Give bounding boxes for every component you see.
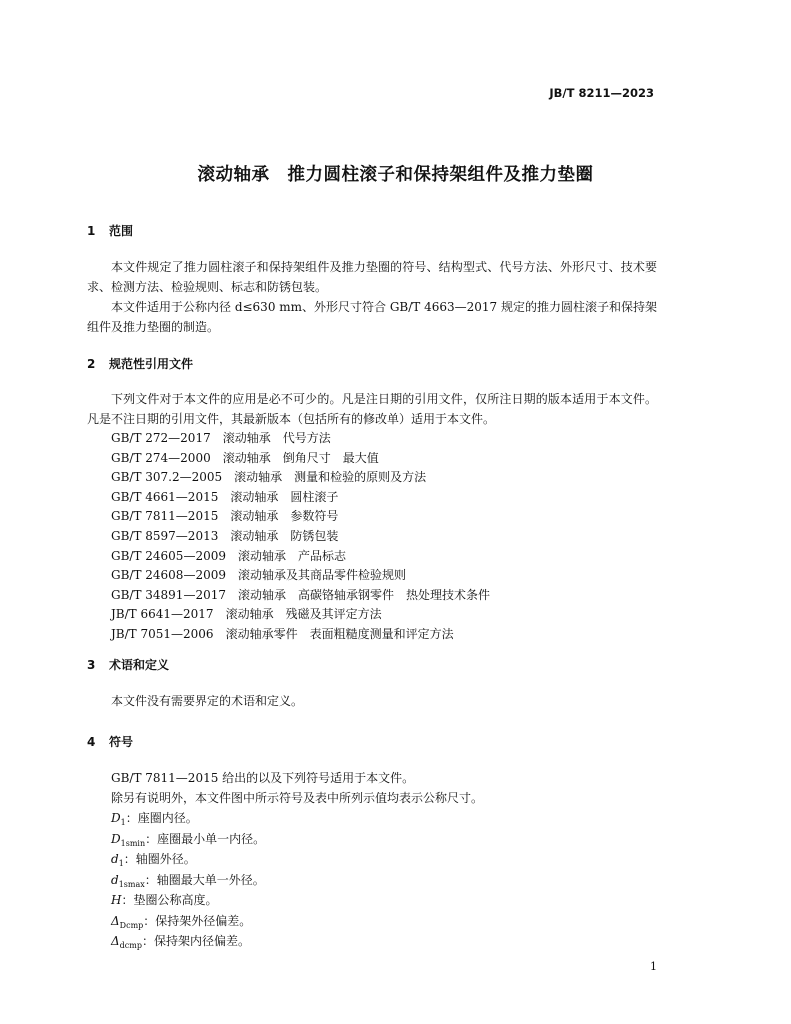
section-title: 规范性引用文件 xyxy=(109,357,194,371)
section-title: 术语和定义 xyxy=(109,658,170,672)
symbol-base: Δ xyxy=(111,913,120,928)
reference-item: GB/T 7811—2015 滚动轴承 参数符号 xyxy=(111,509,339,524)
symbol-description: ：轴圈最大单一外径。 xyxy=(144,872,265,887)
section-number: 4 xyxy=(87,735,96,749)
symbols-intro-1: GB/T 7811—2015 给出的以及下列符号适用于本文件。 xyxy=(111,771,415,785)
reference-item: GB/T 272—2017 滚动轴承 代号方法 xyxy=(111,431,331,445)
reference-item: GB/T 34891—2017 滚动轴承 高碳铬轴承钢零件 热处理技术条件 xyxy=(111,587,490,602)
terms-text: 本文件没有需要界定的术语和定义。 xyxy=(111,694,304,708)
section-heading-terms xyxy=(87,656,169,673)
reference-item: GB/T 4661—2015 滚动轴承 圆柱滚子 xyxy=(111,489,339,504)
symbol-subscript: Dcmp xyxy=(119,920,144,930)
section-heading-symbols xyxy=(87,733,133,750)
standard-code: JB/T 8211—2023 xyxy=(549,86,654,100)
symbol-subscript: 1smin xyxy=(120,838,146,848)
symbol-description: ：座圈最小单一内径。 xyxy=(145,831,266,846)
reference-item: GB/T 24605—2009 滚动轴承 产品标志 xyxy=(111,548,346,563)
symbol-subscript: 1smax xyxy=(118,879,145,889)
document-title: 滚动轴承 推力圆柱滚子和保持架组件及推力垫圈 xyxy=(197,165,594,185)
symbol-description: ：座圈内径。 xyxy=(125,811,198,825)
symbol-description: ：保持架内径偏差。 xyxy=(141,934,250,948)
symbol-base: Δ xyxy=(111,934,120,948)
page-number: 1 xyxy=(650,960,657,973)
symbol-subscript: dcmp xyxy=(119,941,142,950)
reference-item: GB/T 307.2—2005 滚动轴承 测量和检验的原则及方法 xyxy=(111,470,427,485)
symbol-subscript: 1 xyxy=(120,818,126,827)
symbol-description: ：保持架外径偏差。 xyxy=(143,913,252,928)
reference-item: GB/T 8597—2013 滚动轴承 防锈包装 xyxy=(111,529,339,543)
symbol-subscript: 1 xyxy=(118,859,124,868)
symbol-item xyxy=(111,931,250,957)
section-number: 3 xyxy=(87,658,96,672)
section-number: 2 xyxy=(87,357,96,371)
symbol-description: ：垫圈公称高度。 xyxy=(121,893,218,907)
symbol-description: ：轴圈外径。 xyxy=(123,852,196,866)
section-heading-normative-references xyxy=(87,355,193,372)
symbols-intro-2: 除另有说明外，本文件图中所示符号及表中所列示值均表示公称尺寸。 xyxy=(111,791,484,805)
reference-item: JB/T 7051—2006 滚动轴承零件 表面粗糙度测量和评定方法 xyxy=(111,627,454,641)
section-title: 符号 xyxy=(109,735,134,749)
scope-paragraph-1: 本文件规定了推力圆柱滚子和保持架组件及推力垫圈的符号、结构型式、代号方法、外形尺寸、技术要求、检测方法、检验规则、标志和防锈包装。 xyxy=(87,260,657,294)
symbol-base: d xyxy=(111,852,119,866)
reference-item: GB/T 24608—2009 滚动轴承及其商品零件检验规则 xyxy=(111,568,406,583)
reference-item: JB/T 6641—2017 滚动轴承 残磁及其评定方法 xyxy=(111,607,382,622)
scope-paragraph-2: 本文件适用于公称内径 d≤630 mm、外形尺寸符合 GB/T 4663—2017 规定的推力圆柱滚子和保持架组件及推力垫圈的制造。 xyxy=(87,300,658,334)
section-heading-scope xyxy=(87,222,133,239)
symbol-base: H xyxy=(111,893,122,907)
section-title: 范围 xyxy=(109,224,134,238)
symbol-base: d xyxy=(111,872,119,887)
symbol-base: D xyxy=(111,831,121,846)
reference-item: GB/T 274—2000 滚动轴承 倒角尺寸 最大值 xyxy=(111,450,379,465)
symbol-base: D xyxy=(111,811,121,825)
section-number: 1 xyxy=(87,224,96,238)
references-intro: 下列文件对于本文件的应用是必不可少的。凡是注日期的引用文件，仅所注日期的版本适用于本文件。凡是不注日期的引用文件，其最新版本（包括所有的修改单）适用于本文件。 xyxy=(87,392,657,426)
